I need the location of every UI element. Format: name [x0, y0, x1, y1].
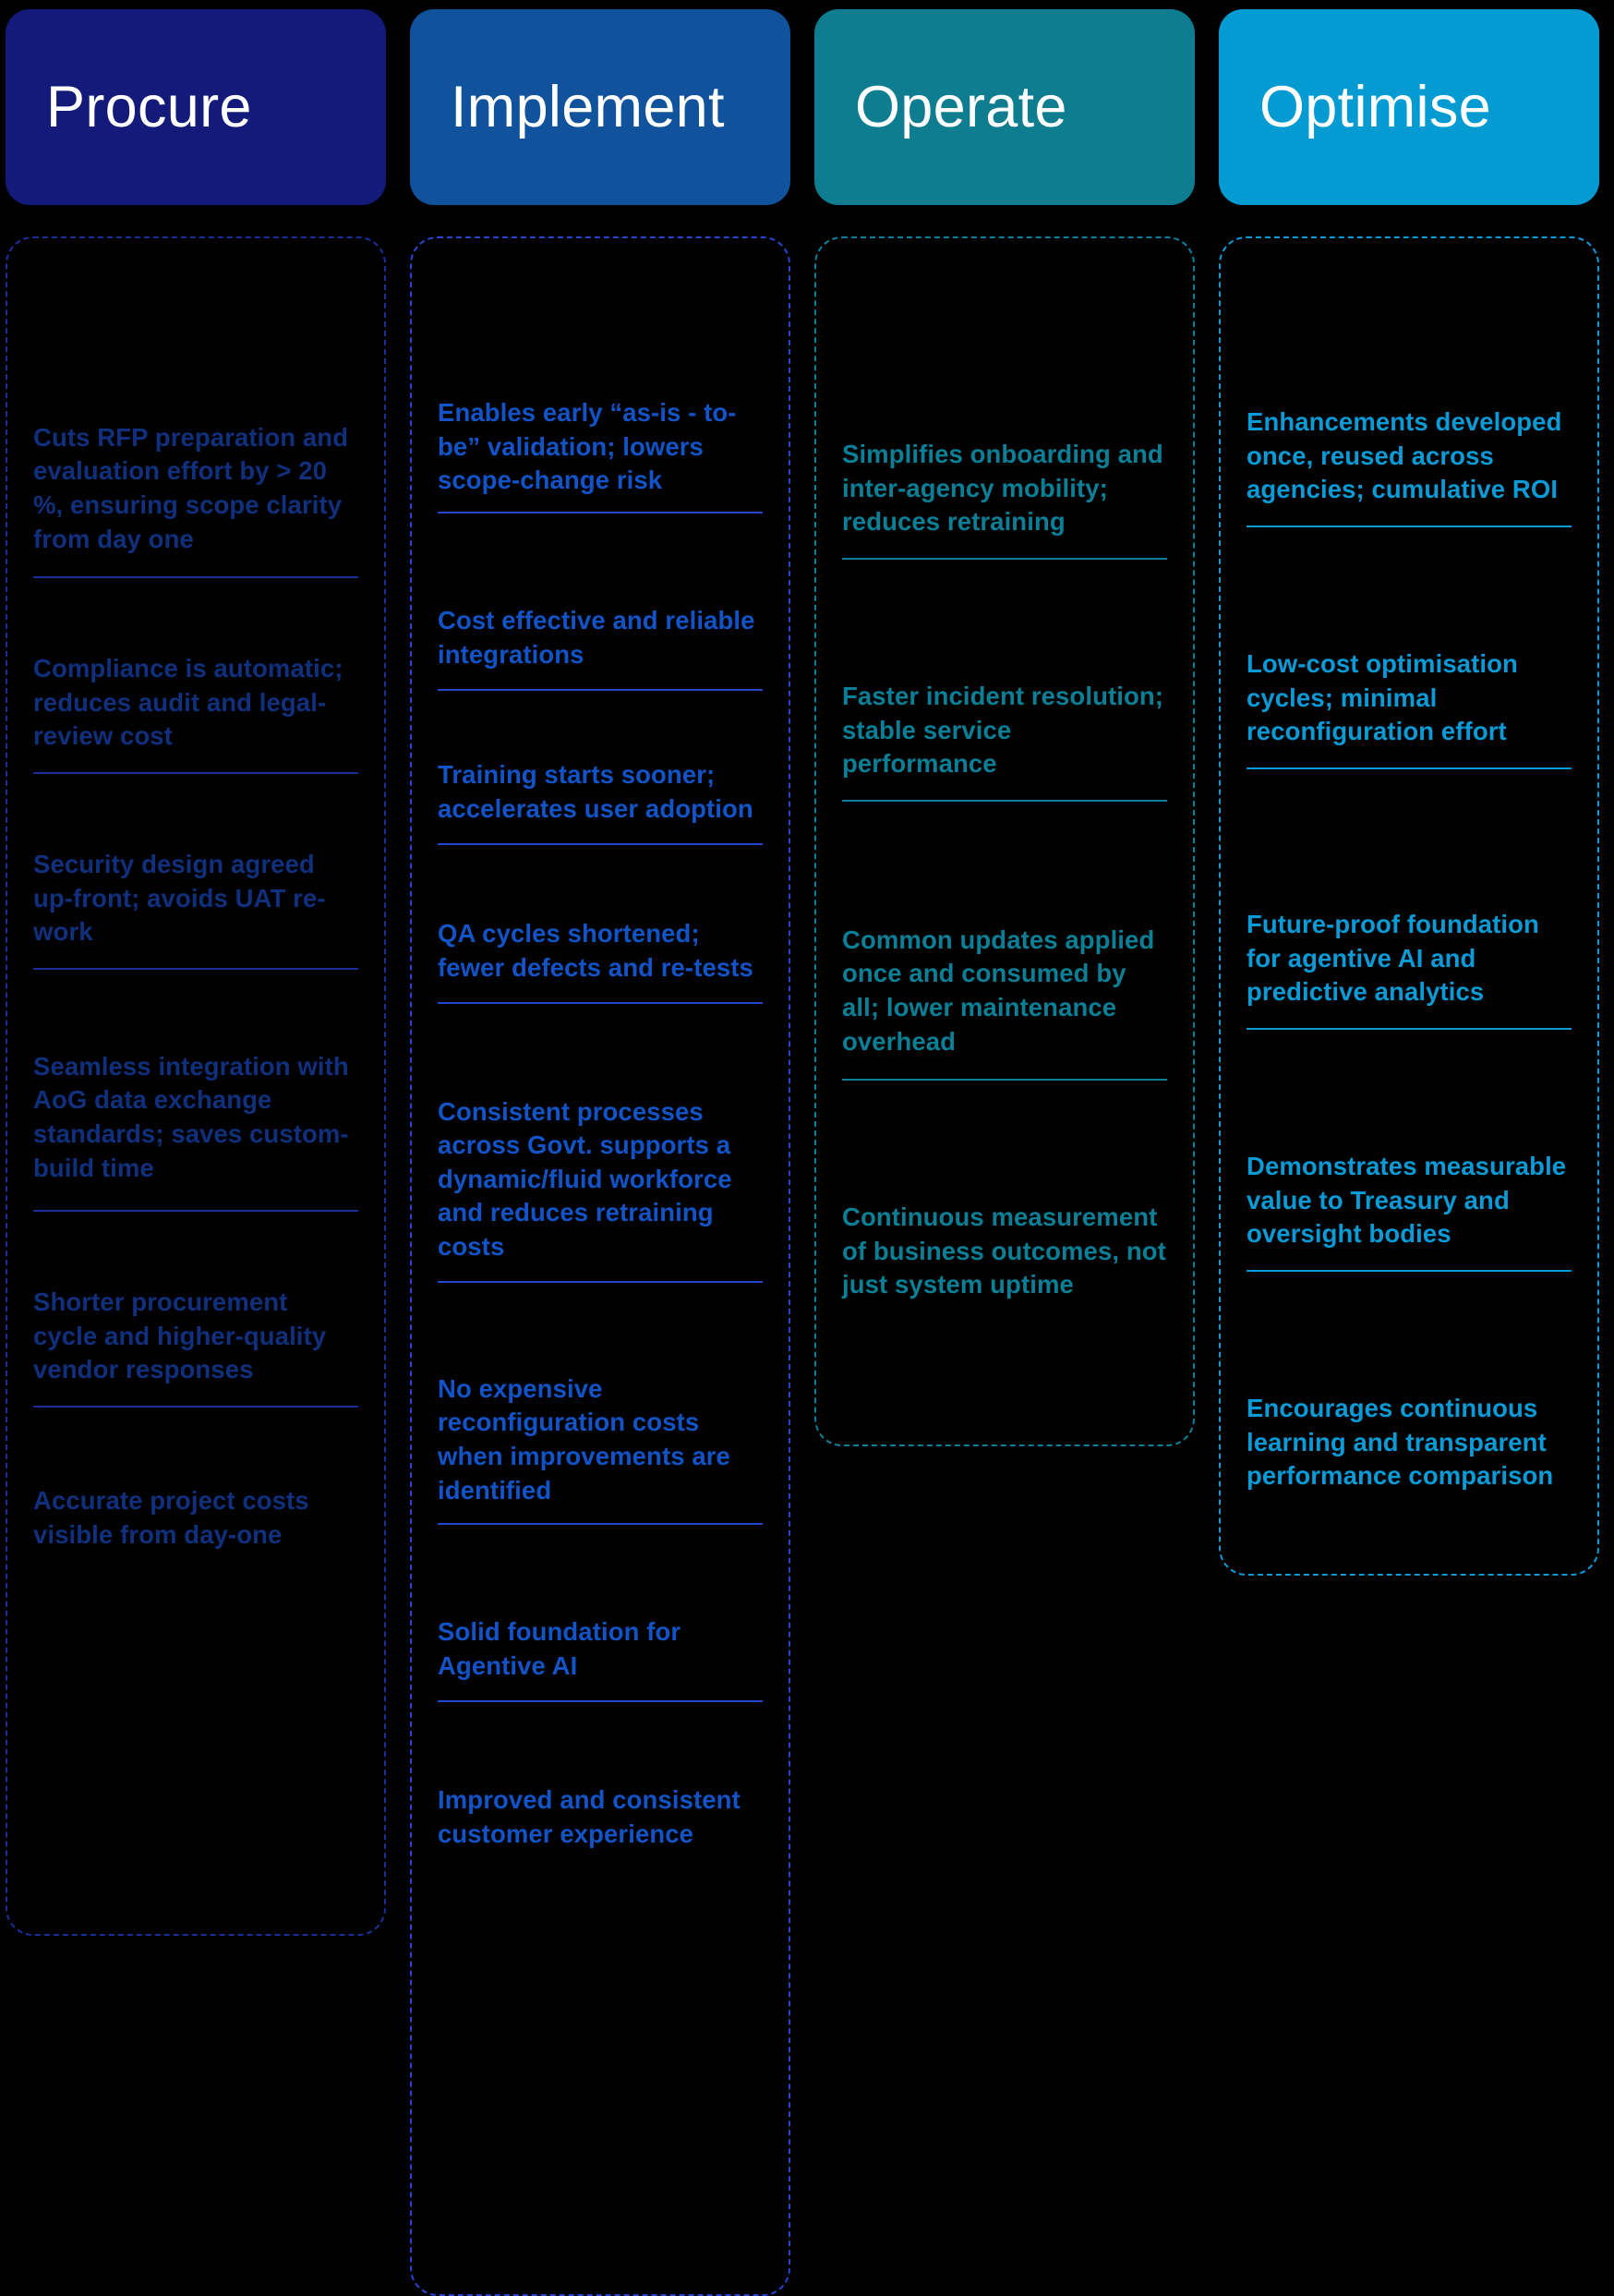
- item-divider: [1247, 1270, 1572, 1272]
- item-divider: [842, 558, 1167, 560]
- column-header-optimise[interactable]: [1219, 9, 1599, 205]
- benefit-item-text: QA cycles shortened; fewer defects and re-tests: [438, 919, 753, 982]
- benefit-item: [438, 900, 763, 1002]
- item-divider: [438, 1700, 763, 1702]
- benefit-item: [33, 1267, 358, 1406]
- item-divider: [33, 772, 358, 774]
- column-operate: [814, 9, 1195, 1446]
- benefit-item-text: Common updates applied once and consumed by all; lower maintenance overhead: [842, 924, 1155, 1056]
- benefit-item: [438, 587, 763, 689]
- benefit-item: [438, 1599, 763, 1700]
- benefit-item: [1247, 1373, 1572, 1512]
- column-header-implement[interactable]: [410, 9, 790, 205]
- benefit-item: [438, 742, 763, 843]
- benefit-item: [842, 661, 1167, 800]
- benefit-item: [33, 634, 358, 772]
- item-divider: [438, 843, 763, 845]
- benefit-item-text: Compliance is automatic; reduces audit and legal-review cost: [33, 654, 343, 751]
- item-divider: [33, 1210, 358, 1212]
- benefit-item-text: Cuts RFP preparation and evaluation effort by > 20 %, ensuring scope clarity from day one: [33, 422, 349, 553]
- benefit-item: [33, 829, 358, 968]
- item-divider: [438, 1523, 763, 1525]
- item-divider: [1247, 767, 1572, 769]
- item-divider: [33, 1406, 358, 1408]
- item-divider: [33, 576, 358, 578]
- column-header-label: Operate: [855, 74, 1067, 139]
- item-divider: [438, 1281, 763, 1283]
- column-header-label: Procure: [46, 74, 252, 139]
- benefit-item: [842, 419, 1167, 558]
- benefit-item: [1247, 889, 1572, 1028]
- benefit-item-text: Shorter procurement cycle and higher-quality vendor responses: [33, 1287, 327, 1384]
- item-divider: [438, 1002, 763, 1004]
- benefit-item-text: Enhancements developed once, reused across agencies; cumulative ROI: [1247, 407, 1562, 504]
- column-header-label: Implement: [451, 74, 725, 139]
- benefit-item-text: Training starts sooner; accelerates user adoption: [438, 760, 753, 823]
- benefit-item: [842, 903, 1167, 1079]
- column-procure: [6, 9, 386, 1936]
- benefit-item: [1247, 1131, 1572, 1270]
- benefit-item: [1247, 629, 1572, 767]
- benefit-item-text: Cost effective and reliable integrations: [438, 606, 755, 669]
- column-body-optimise: [1219, 236, 1599, 1576]
- column-header-operate[interactable]: [814, 9, 1195, 205]
- benefit-item-text: Security design agreed up-front; avoids UAT re-work: [33, 850, 326, 947]
- benefit-item-text: Improved and consistent customer experience: [438, 1785, 741, 1848]
- benefit-item-text: Solid foundation for Agentive AI: [438, 1617, 681, 1680]
- column-body-operate: [814, 236, 1195, 1446]
- benefit-item-text: Enables early “as-is - to-be” validation; lowers scope-change risk: [438, 398, 737, 495]
- benefit-item-text: No expensive reconfiguration costs when improvements are identified: [438, 1373, 730, 1504]
- item-divider: [33, 968, 358, 970]
- item-divider: [438, 689, 763, 691]
- benefit-item-text: Consistent processes across Govt. supports a dynamic/fluid workforce and reduces retraining costs: [438, 1096, 732, 1261]
- item-divider: [842, 800, 1167, 802]
- benefit-item: [33, 401, 358, 576]
- column-implement: [410, 9, 790, 2296]
- item-divider: [1247, 1028, 1572, 1030]
- benefit-item: [438, 1767, 763, 1868]
- benefit-item: [438, 1357, 763, 1523]
- column-header-label: Optimise: [1259, 74, 1491, 139]
- benefit-item-text: Faster incident resolution; stable service performance: [842, 682, 1164, 779]
- benefit-item: [33, 1025, 358, 1210]
- benefit-item: [33, 1463, 358, 1574]
- benefit-item-text: Accurate project costs visible from day-one: [33, 1486, 309, 1549]
- benefit-item-text: Continuous measurement of business outcomes, not just system uptime: [842, 1202, 1166, 1299]
- column-header-procure[interactable]: [6, 9, 386, 205]
- item-divider: [842, 1079, 1167, 1081]
- benefit-item-text: Seamless integration with AoG data exchange standards; saves custom-build time: [33, 1051, 349, 1182]
- benefit-item: [842, 1182, 1167, 1321]
- column-body-procure: [6, 236, 386, 1936]
- item-divider: [1247, 526, 1572, 527]
- benefit-item: [438, 382, 763, 512]
- column-body-implement: [410, 236, 790, 2296]
- benefit-item-text: Simplifies onboarding and inter-agency mobility; reduces retraining: [842, 440, 1163, 537]
- benefit-item: [438, 1078, 763, 1281]
- column-optimise: [1219, 9, 1599, 1576]
- benefit-item-text: Encourages continuous learning and transparent performance comparison: [1247, 1394, 1554, 1491]
- benefit-item: [1247, 387, 1572, 526]
- benefit-item-text: Demonstrates measurable value to Treasury and oversight bodies: [1247, 1152, 1567, 1249]
- benefit-item-text: Low-cost optimisation cycles; minimal reconfiguration effort: [1247, 649, 1518, 746]
- item-divider: [438, 512, 763, 514]
- benefit-item-text: Future-proof foundation for agentive AI and predictive analytics: [1247, 910, 1539, 1007]
